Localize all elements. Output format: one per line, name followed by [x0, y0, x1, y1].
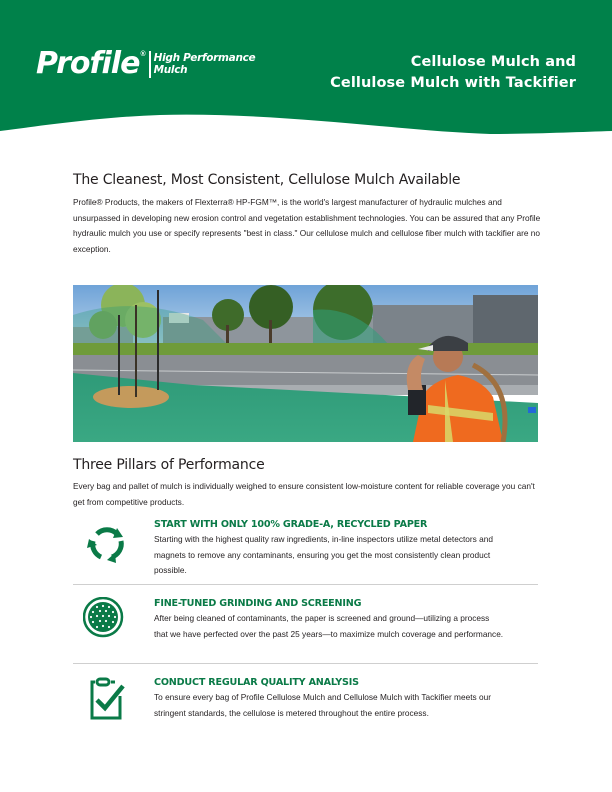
pillar-title: FINE-TUNED GRINDING AND SCREENING: [154, 598, 362, 609]
tagline-line1: High Performance: [153, 52, 256, 64]
logo-wordmark: Profile: [36, 46, 140, 81]
logo-divider: [149, 51, 151, 78]
pillars-heading: Three Pillars of Performance: [73, 457, 265, 473]
pillar-item-quality-analysis: [73, 677, 538, 737]
pillar-item-grinding-screening: [73, 598, 538, 658]
clipboard-check-icon: [83, 676, 131, 724]
title-line2: Cellulose Mulch with Tackifier: [330, 75, 576, 91]
pillar-text: After being cleaned of contaminants, the paper is screened and ground—utilizing a process that we have perfected over the past 25 years—to maximize mulch coverage and performance.: [154, 613, 504, 639]
tagline-line2: Mulch: [153, 64, 188, 76]
pillar-text: To ensure every bag of Profile Cellulose Mulch and Cellulose Mulch with Tackifier meets our stringent standards, the cellulose is metered throughout the entire process.: [154, 692, 491, 718]
pillars-intro: Every bag and pallet of mulch is individually weighed to ensure consistent low-moisture content for reliable coverage you can't get from competitive products.: [73, 481, 535, 507]
screen-mesh-icon: [83, 597, 131, 645]
registered-mark: ®: [140, 50, 146, 58]
pillar-title: CONDUCT REGULAR QUALITY ANALYSIS: [154, 677, 359, 688]
mulch-spraying-photo: [73, 285, 538, 442]
intro-paragraph: Profile® Products, the makers of Flexterra® HP-FGM™, is the world's largest manufacturer of hydraulic mulches and unsurpassed in developing new erosion control and vegetation establishment technologies. You can be assured that any Profile hydraulic mulch you use or specify represents "best in class." Our cellulose mulch and cellulose fiber mulch with tackifier are no exception.: [73, 197, 541, 254]
title-line1: Cellulose Mulch and: [410, 54, 576, 70]
pillar-divider: [73, 584, 538, 585]
logo-tagline: [154, 52, 256, 76]
pillar-text: Starting with the highest quality raw ingredients, in-line inspectors utilize metal detectors and magnets to remove any contaminants, ensuring you get the most consistently clean product possible.: [154, 534, 493, 575]
pillar-title: START WITH ONLY 100% GRADE-A, RECYCLED PAPER: [154, 519, 428, 530]
pillar-divider: [73, 663, 538, 664]
profile-logo: [36, 46, 256, 81]
intro-heading: The Cleanest, Most Consistent, Cellulose Mulch Available: [73, 172, 461, 188]
header-band: [0, 0, 612, 140]
pillar-item-recycled-paper: [73, 519, 538, 579]
document-title: [330, 52, 576, 94]
hero-photo: [73, 285, 538, 442]
recycle-icon: [83, 519, 131, 567]
